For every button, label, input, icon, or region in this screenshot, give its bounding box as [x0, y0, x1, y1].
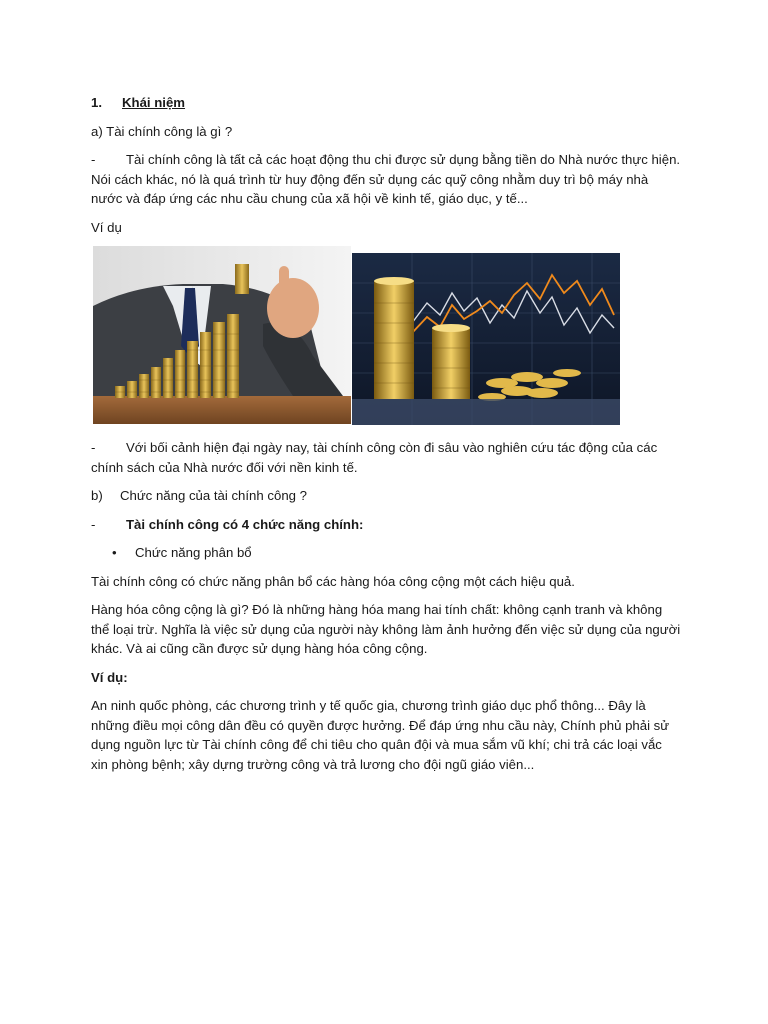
document-content [91, 93, 681, 774]
dash-marker: - [91, 516, 96, 532]
dash-marker: - [91, 440, 96, 455]
example2-label: Ví dụ: [91, 669, 128, 685]
functions-intro [91, 515, 681, 535]
modern-context-text: Với bối cảnh hiện đại ngày nay, tài chính công còn đi sâu vào nghiên cứu tác động của các chính sách của Nhà nước đối với nền kinh tế. [91, 440, 658, 475]
section-heading [91, 93, 681, 113]
bullet-item [91, 543, 681, 563]
businessman-coin-stacks-photo [93, 246, 351, 424]
sub-b-mark: b) [91, 488, 103, 503]
example-label: Ví dụ [91, 219, 122, 235]
bullet-text: Chức năng phân bổ [135, 545, 252, 560]
modern-context-paragraph [91, 438, 681, 477]
dash-marker: - [91, 152, 96, 167]
allocation-paragraph: Tài chính công có chức năng phân bổ các hàng hóa công cộng một cách hiệu quả. [91, 573, 575, 589]
example2-paragraph: An ninh quốc phòng, các chương trình y tế quốc gia, chương trình giáo dục phổ thông... Đây là những điều mọi công dân đều có quyền được hưởng. Để đáp ứng nhu cầu này, Chính phủ phải sử dụng nguồn lực từ Tài chính công để chi tiêu cho quân đội và mua sắm vũ khí; chi trả các loại vắc xin phòng bệnh; xây dựng trường công và trả lương cho đội ngũ giáo viên... [91, 698, 670, 772]
sub-b-text: Chức năng của tài chính công ? [120, 488, 307, 503]
sub-a-label: a) Tài chính công là gì ? [91, 123, 233, 139]
functions-intro-text: Tài chính công có 4 chức năng chính: [126, 516, 364, 532]
public-goods-paragraph: Hàng hóa công cộng là gì? Đó là những hàng hóa mang hai tính chất: không cạnh tranh và không thể loại trừ. Nghĩa là việc sử dụng của người này không làm ảnh hưởng đến việc sử dụng của người khác. Và ai cũng cần được sử dụng hàng hóa công cộng. [91, 602, 681, 656]
definition-paragraph [91, 150, 681, 209]
sub-b-heading [91, 486, 681, 506]
definition-text: Tài chính công là tất cả các hoạt động thu chi được sử dụng bằng tiền do Nhà nước thực hiện. Nói cách khác, nó là quá trình từ huy động đến sử dụng các quỹ công nhằm duy trì bộ máy nhà nước và đáp ứng các nhu cầu chung của xã hội về kinh tế, giáo dục, y tế... [91, 152, 681, 206]
section-number: 1. [91, 95, 102, 110]
section-title: Khái niệm [122, 95, 186, 110]
bullet-dot: • [112, 545, 117, 560]
gold-coins-stock-chart-photo [352, 253, 620, 425]
example-images [91, 246, 681, 426]
